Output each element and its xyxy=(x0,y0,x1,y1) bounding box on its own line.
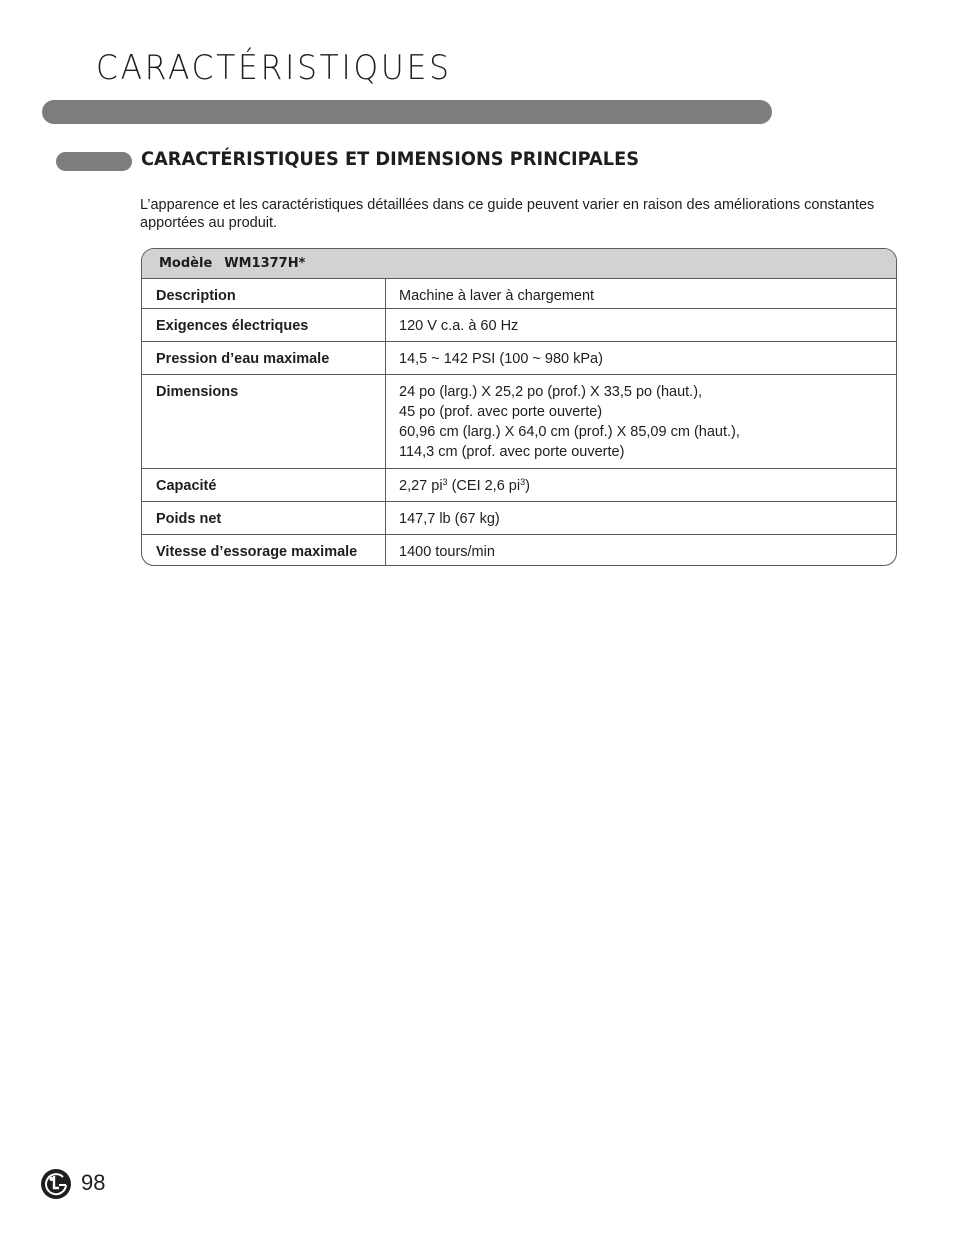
page-number: 98 xyxy=(81,1170,106,1195)
row-value xyxy=(386,375,740,468)
table-row xyxy=(142,502,896,535)
lg-logo-icon xyxy=(40,1168,72,1200)
section-marker xyxy=(56,152,132,171)
row-value xyxy=(386,469,530,501)
superscript: 3 xyxy=(442,477,448,487)
superscript: 3 xyxy=(520,477,526,487)
table-row xyxy=(142,375,896,469)
row-value: 14,5 ~ 142 PSI (100 ~ 980 kPa) xyxy=(399,351,603,367)
spec-table xyxy=(141,248,897,566)
title-divider-bar xyxy=(42,100,772,124)
row-label: Poids net xyxy=(142,502,386,534)
intro-paragraph: L’apparence et les caractéristiques détaillées dans ce guide peuvent varier en raison des améliorations constantes apportées au produit. xyxy=(140,197,875,231)
row-label: Description xyxy=(142,279,386,308)
table-row xyxy=(142,535,896,566)
row-label: Vitesse d’essorage maximale xyxy=(142,535,386,566)
row-label: Capacité xyxy=(142,469,386,501)
section-title: CARACTÉRISTIQUES ET DIMENSIONS PRINCIPALES xyxy=(141,148,640,170)
dimension-line: 114,3 cm (prof. avec porte ouverte) xyxy=(399,444,625,460)
capacity-value: 2,27 pi xyxy=(399,478,443,494)
row-value: 120 V c.a. à 60 Hz xyxy=(399,318,519,334)
dimension-line: 60,96 cm (larg.) X 64,0 cm (prof.) X 85,09 cm (haut.), xyxy=(399,424,740,440)
spec-table-header xyxy=(142,249,896,279)
table-row xyxy=(142,279,896,309)
table-row xyxy=(142,342,896,375)
row-value: 147,7 lb (67 kg) xyxy=(399,511,500,527)
row-value: 1400 tours/min xyxy=(399,544,495,560)
capacity-value: ) xyxy=(525,478,530,494)
table-row xyxy=(142,309,896,342)
page-title: CARACTÉRISTIQUES xyxy=(96,48,452,88)
row-value: Machine à laver à chargement xyxy=(399,288,595,304)
model-number: WM1377H* xyxy=(224,256,306,271)
row-label: Dimensions xyxy=(142,375,386,468)
capacity-value: (CEI 2,6 pi xyxy=(447,478,521,494)
row-label: Pression d’eau maximale xyxy=(142,342,386,374)
dimension-line: 24 po (larg.) X 25,2 po (prof.) X 33,5 po (haut.), xyxy=(399,384,703,400)
dimension-line: 45 po (prof. avec porte ouverte) xyxy=(399,404,603,420)
table-row xyxy=(142,469,896,502)
row-label: Exigences électriques xyxy=(142,309,386,341)
model-label: Modèle xyxy=(159,256,213,271)
